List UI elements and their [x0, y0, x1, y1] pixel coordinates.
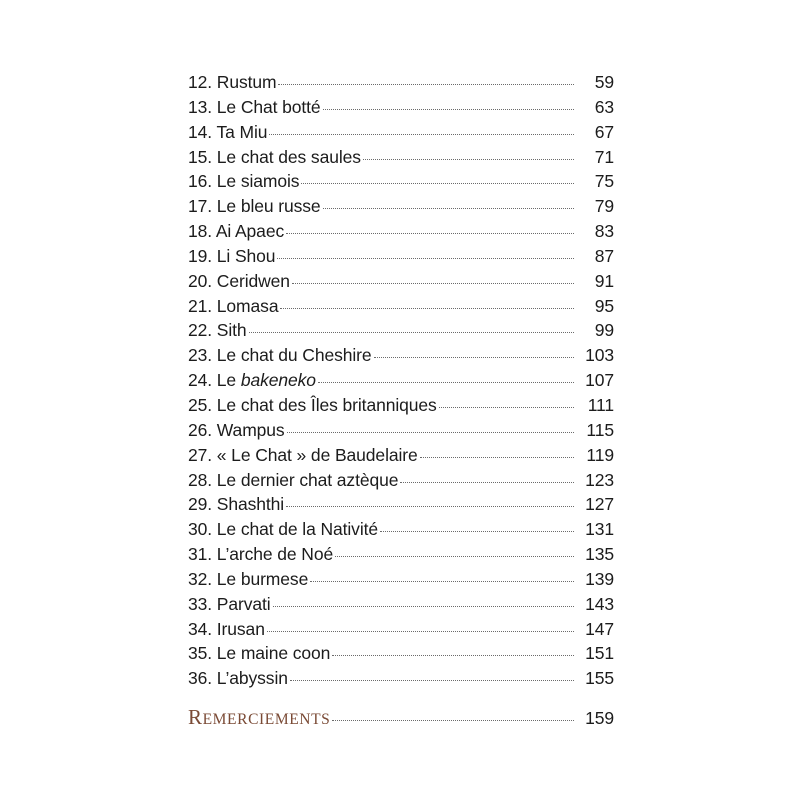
- toc-entry[interactable]: [188, 72, 614, 97]
- dot-leader: [439, 407, 574, 408]
- dot-leader: [323, 208, 574, 209]
- acknowledgements-title-rest: EMERCIEMENTS: [202, 711, 331, 729]
- dot-leader: [420, 457, 574, 458]
- dot-leader: [310, 581, 574, 582]
- toc-entry-title: 27. « Le Chat » de Baudelaire: [188, 444, 418, 465]
- toc-entry-title: 25. Le chat des Îles britanniques: [188, 394, 437, 415]
- toc-entry-page: 111: [587, 394, 614, 415]
- toc-entry-title: 12. Rustum: [188, 72, 277, 92]
- toc-entry-page: 107: [585, 370, 614, 391]
- toc-entry[interactable]: [188, 668, 614, 693]
- dot-leader: [374, 357, 574, 358]
- toc-entry-page: 87: [594, 245, 614, 266]
- toc-entry[interactable]: [188, 643, 614, 668]
- toc-entry-title: 29. Shashthi: [188, 494, 285, 515]
- toc-entry-page: 119: [586, 444, 614, 465]
- toc-entry-title: 34. Irusan: [188, 618, 265, 639]
- toc-entry[interactable]: [188, 494, 614, 519]
- toc-entry-page: 115: [586, 419, 614, 440]
- dot-leader: [273, 606, 574, 607]
- dot-leader: [323, 109, 574, 110]
- toc-entry[interactable]: [188, 544, 614, 569]
- toc-entry-title: 35. Le maine coon: [188, 643, 331, 664]
- toc-entry-page: 151: [585, 643, 614, 664]
- dot-leader: [292, 283, 574, 284]
- toc-entry-title: 32. Le burmese: [188, 568, 309, 589]
- toc-entry-title-italic: bakeneko: [240, 370, 316, 391]
- toc-entry-page: 127: [585, 494, 614, 515]
- toc-entry-page: 147: [585, 618, 614, 639]
- dot-leader: [280, 308, 574, 309]
- toc-entry-title: 21. Lomasa: [188, 295, 279, 316]
- toc-entry[interactable]: [188, 97, 614, 122]
- toc-entry[interactable]: [188, 345, 614, 370]
- dot-leader: [318, 382, 574, 383]
- dot-leader: [335, 556, 574, 557]
- dot-leader: [287, 432, 574, 433]
- toc-entry-acknowledgements[interactable]: [188, 705, 614, 733]
- toc-entry-page: 103: [585, 345, 614, 366]
- dot-leader: [400, 482, 574, 483]
- toc-entry-title: 15. Le chat des saules: [188, 146, 361, 167]
- toc-entry-page: 135: [585, 544, 614, 565]
- toc-entry[interactable]: [188, 519, 614, 544]
- toc-entry-page: 67: [594, 121, 614, 142]
- toc-entry-title: [188, 370, 316, 391]
- toc-entry-page: 75: [594, 171, 614, 192]
- toc-entry-title-prefix: 24. Le: [188, 370, 241, 391]
- toc-entry[interactable]: [188, 445, 614, 470]
- toc-entry-title: 17. Le bleu russe: [188, 196, 321, 217]
- toc-entry-page: 91: [594, 270, 614, 291]
- toc-entry[interactable]: [188, 320, 614, 345]
- toc-entry-title: 23. Le chat du Cheshire: [188, 345, 372, 366]
- toc-entry-page: 123: [585, 469, 614, 490]
- toc-entry-title: 18. Ai Apaec: [188, 221, 285, 242]
- toc-entry-page: 159: [585, 708, 614, 729]
- toc-entry-title: 14. Ta Miu: [188, 121, 268, 142]
- toc-entry[interactable]: [188, 271, 614, 296]
- toc-entry-page: 95: [594, 295, 614, 316]
- toc-entry-page: 131: [585, 519, 614, 540]
- toc-entry[interactable]: [188, 569, 614, 594]
- toc-entry-page: 139: [585, 568, 614, 589]
- toc-entry[interactable]: [188, 395, 614, 420]
- toc-entry-title: 30. Le chat de la Nativité: [188, 519, 379, 540]
- toc-entry-page: 79: [594, 196, 614, 217]
- dot-leader: [290, 680, 574, 681]
- acknowledgements-title-initial: R: [188, 705, 203, 730]
- toc-entry[interactable]: [188, 171, 614, 196]
- toc-entry-title: 19. Li Shou: [188, 245, 276, 266]
- toc-entry-title: 26. Wampus: [188, 419, 285, 440]
- dot-leader: [301, 183, 574, 184]
- toc-entry-page: 71: [594, 146, 614, 167]
- toc-entry-title: 13. Le Chat botté: [188, 96, 321, 117]
- acknowledgements-title: [188, 705, 330, 730]
- toc-entry[interactable]: [188, 370, 614, 395]
- dot-leader: [286, 233, 574, 234]
- dot-leader: [278, 84, 574, 85]
- toc-entry[interactable]: [188, 147, 614, 172]
- toc-entry-page: 63: [594, 96, 614, 117]
- toc-entry-title: 20. Ceridwen: [188, 270, 290, 291]
- toc-entry[interactable]: [188, 619, 614, 644]
- toc-entry-title: 33. Parvati: [188, 593, 271, 614]
- dot-leader: [269, 134, 574, 135]
- dot-leader: [277, 258, 574, 259]
- toc-entry[interactable]: [188, 246, 614, 271]
- toc-entry[interactable]: [188, 221, 614, 246]
- toc-entry[interactable]: [188, 122, 614, 147]
- dot-leader: [332, 655, 574, 656]
- toc-entry-title: 28. Le dernier chat aztèque: [188, 469, 399, 490]
- dot-leader: [249, 332, 574, 333]
- dot-leader: [286, 506, 574, 507]
- toc-entry-page: 59: [594, 72, 614, 92]
- dot-leader: [380, 531, 574, 532]
- toc-entry[interactable]: [188, 296, 614, 321]
- toc-entry-page: 83: [594, 221, 614, 242]
- toc-entry[interactable]: [188, 470, 614, 495]
- toc-entry-page: 143: [585, 593, 614, 614]
- toc-entry[interactable]: [188, 420, 614, 445]
- toc-entry-title: 31. L’arche de Noé: [188, 544, 334, 565]
- table-of-contents: [188, 72, 614, 733]
- toc-entry-page: 155: [585, 668, 614, 689]
- toc-entry-page: 99: [594, 320, 614, 341]
- toc-entry-title: 16. Le siamois: [188, 171, 300, 192]
- toc-entry[interactable]: [188, 594, 614, 619]
- dot-leader: [363, 159, 574, 160]
- toc-entry[interactable]: [188, 196, 614, 221]
- dot-leader: [267, 631, 574, 632]
- toc-entry-title: 36. L’abyssin: [188, 668, 288, 689]
- dot-leader: [332, 720, 574, 721]
- toc-entry-title: 22. Sith: [188, 320, 247, 341]
